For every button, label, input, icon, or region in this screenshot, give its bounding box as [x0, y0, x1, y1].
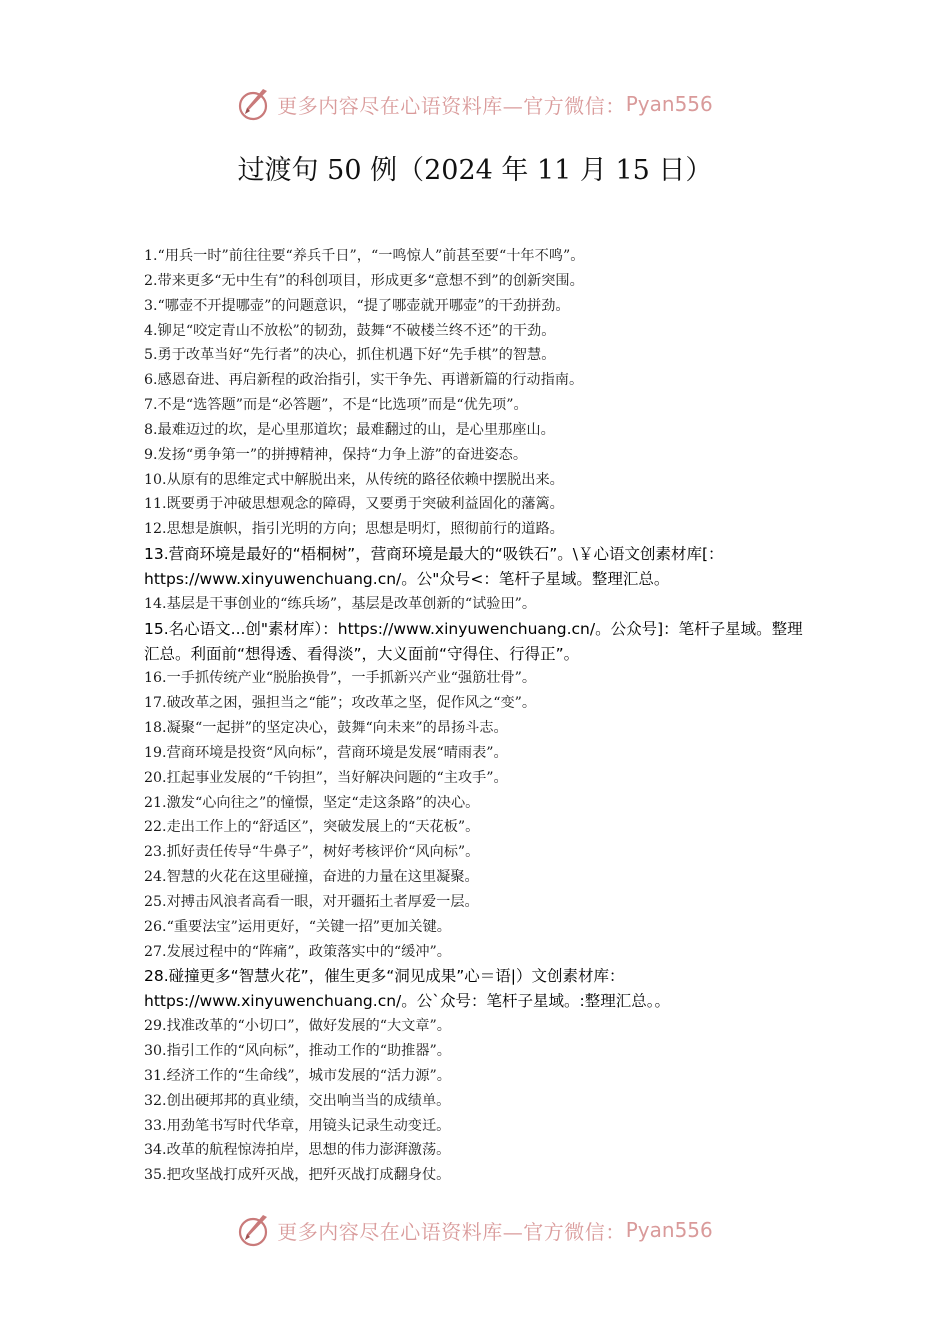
- list-item: 26.“重要法宝”运用更好，“关键一招”更加关键。: [144, 918, 451, 935]
- page-title: 过渡句 50 例（2024 年 11 月 15 日）: [237, 155, 713, 186]
- list-item: 20.扛起事业发展的“千钧担”，当好解决问题的“主攻手”。: [144, 769, 508, 786]
- banner-text: 更多内容尽在心语资料库—官方微信：: [277, 1219, 626, 1244]
- list-item: 4.铆足“咬定青山不放松”的韧劲，鼓舞“不破楼兰终不还”的干劲。: [144, 322, 556, 339]
- list-item: 9.发扬“勇争第一”的拼搏精神，保持“力争上游”的奋进姿态。: [144, 446, 528, 463]
- list-item: 8.最难迈过的坎，是心里那道坎；最难翻过的山，是心里那座山。: [144, 421, 555, 438]
- list-item: 16.一手抓传统产业“脱胎换骨”，一手抓新兴产业“强筋壮骨”。: [144, 670, 537, 687]
- list-item: 34.改革的航程惊涛拍岸，思想的伟力澎湃激荡。: [144, 1142, 451, 1159]
- list-item: 29.找准改革的“小切口”，做好发展的“大文章”。: [144, 1018, 451, 1035]
- sentence-list: [144, 244, 812, 1188]
- quill-logo-icon: [237, 86, 273, 122]
- list-item: 35.把攻坚战打成歼灭战，把歼灭战打成翻身仗。: [144, 1167, 451, 1184]
- list-item: 6.感恩奋进、再启新程的政治指引，实干争先、再谱新篇的行动指南。: [144, 372, 584, 389]
- banner-wechat-id: Pyan556: [625, 92, 713, 116]
- banner-wechat-id: Pyan556: [625, 1218, 713, 1242]
- list-item: 3.“哪壶不开提哪壶”的问题意识，“提了哪壶就开哪壶”的干劲拼劲。: [144, 297, 570, 314]
- list-item: 25.对搏击风浪者高看一眼，对开疆拓土者厚爱一层。: [144, 893, 479, 910]
- list-item: 31.经济工作的“生命线”，城市发展的“活力源”。: [144, 1067, 451, 1084]
- quill-logo-icon: [237, 1212, 273, 1248]
- list-item: 22.走出工作上的“舒适区”，突破发展上的“天花板”。: [144, 819, 480, 836]
- list-item: 32.创出硬邦邦的真业绩，交出响当当的成绩单。: [144, 1092, 451, 1109]
- list-item: 7.不是“选答题”而是“必答题”，不是“比选项”而是“优先项”。: [144, 397, 528, 414]
- list-item: 17.破改革之困，强担当之“能”；攻改革之坚，促作风之“变”。: [144, 695, 537, 712]
- list-item: 5.勇于改革当好“先行者”的决心，抓住机遇下好“先手棋”的智慧。: [144, 347, 556, 364]
- list-item: 27.发展过程中的“阵痛”，政策落实中的“缓冲”。: [144, 943, 451, 960]
- footer-banner: [0, 1208, 950, 1252]
- list-item: 13.营商环境是最好的“梧桐树”，营商环境是最大的“吸铁石”。\￥心语文创素材库[：https://www.xinyuwenchuang.cn/。公"众号<：笔杆子星域。整理汇总。: [144, 545, 724, 588]
- list-item: 10.从原有的思维定式中解脱出来，从传统的路径依赖中摆脱出来。: [144, 471, 564, 488]
- list-item: 18.凝聚“一起拼”的坚定决心，鼓舞“向未来”的昂扬斗志。: [144, 720, 508, 737]
- list-item: 33.用劲笔书写时代华章，用镜头记录生动变迁。: [144, 1117, 451, 1134]
- banner-text: 更多内容尽在心语资料库—官方微信：: [277, 93, 626, 118]
- list-item: 19.营商环境是投资“风向标”，营商环境是发展“晴雨表”。: [144, 744, 508, 761]
- list-item: 14.基层是干事创业的“练兵场”，基层是改革创新的“试验田”。: [144, 595, 537, 612]
- list-item: 28.碰撞更多“智慧火花”，催生更多“洞见成果”心＝语|）文创素材库：https://www.xinyuwenchuang.cn/。公`众号：笔杆子星域。:整理汇总。。: [144, 967, 670, 1011]
- list-item: 23.抓好责任传导“牛鼻子”，树好考核评价“风向标”。: [144, 844, 480, 861]
- list-item: 1.“用兵一时”前往往要“养兵千日”，“一鸣惊人”前甚至要“十年不鸣”。: [144, 248, 585, 264]
- list-item: 30.指引工作的“风向标”，推动工作的“助推器”。: [144, 1043, 451, 1059]
- list-item: 11.既要勇于冲破思想观念的障碍，又要勇于突破利益固化的藩篱。: [144, 496, 564, 513]
- list-item: 2.带来更多“无中生有”的科创项目，形成更多“意想不到”的创新突围。: [144, 272, 584, 289]
- list-item: 15.名心语文...创"素材库）：https://www.xinyuwenchuang.cn/。公众号]：笔杆子星域。整理汇总。利面前“想得透、看得淡”，大义面前“守得住、行得正”。: [144, 619, 803, 663]
- list-item: 21.激发“心向往之”的憧憬，坚定“走这条路”的决心。: [144, 794, 480, 811]
- header-banner: [0, 82, 950, 126]
- list-item: 12.思想是旗帜，指引光明的方向；思想是明灯，照彻前行的道路。: [144, 521, 564, 538]
- list-item: 24.智慧的火花在这里碰撞，奋进的力量在这里凝聚。: [144, 869, 479, 886]
